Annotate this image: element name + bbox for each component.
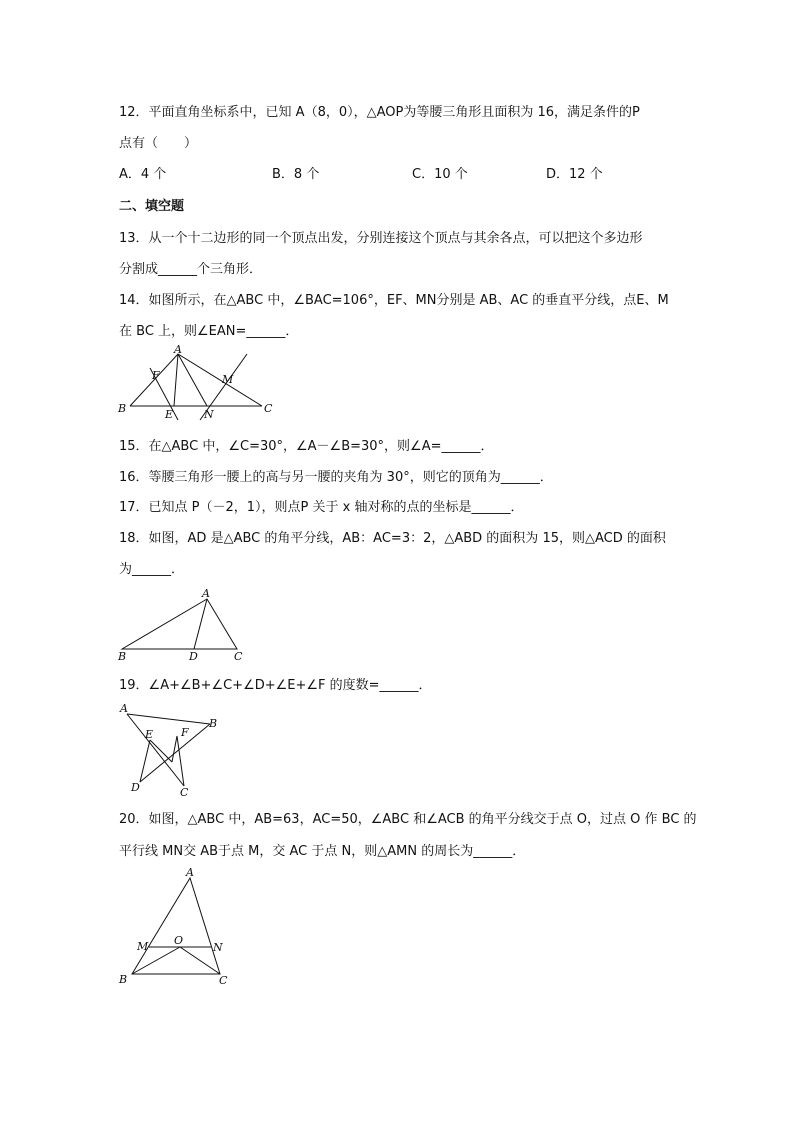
q14-label-c: C: [264, 402, 273, 415]
q20-figure: [112, 866, 242, 991]
q20-label-n: N: [213, 941, 223, 954]
q19-label-b: B: [209, 717, 218, 730]
q19-segment-fx: [172, 736, 177, 762]
q19-figure: [112, 700, 232, 800]
q19-label-e: E: [145, 728, 154, 741]
q12-option-a: A．4 个: [119, 167, 167, 182]
q18-bisector-ad: [194, 599, 207, 649]
q14-segment-an: [178, 354, 207, 406]
q14-label-n: N: [204, 408, 214, 421]
q19-label-c: C: [180, 786, 189, 799]
q20-line1: 20．如图，△ABC 中，AB=63，AC=50，∠ABC 和∠ACB 的角平分线交于点 O，过点 O 作 BC 的: [119, 812, 697, 827]
q14-segment-ae: [174, 354, 178, 406]
q14-triangle-sides: [130, 354, 262, 406]
q20-label-b: B: [119, 973, 128, 986]
q20-triangle-abc: [132, 878, 220, 974]
section-heading: 二、填空题: [119, 199, 185, 214]
q20-label-m: M: [137, 940, 149, 953]
q19-segment-ac: [127, 714, 184, 786]
q20-line2: 平行线 MN交 AB于点 M，交 AC 于点 N，则△AMN 的周长为______．: [119, 844, 526, 859]
q18-figure: [112, 585, 252, 665]
q14-label-f: F: [152, 369, 160, 382]
q20-label-c: C: [219, 974, 228, 987]
q14-label-a: A: [174, 343, 182, 356]
q18-label-a: A: [202, 587, 210, 600]
q19-segment-de: [140, 740, 150, 782]
q12-option-d: D．12 个: [546, 167, 603, 182]
q18-label-d: D: [189, 650, 198, 663]
q20-label-a: A: [186, 866, 194, 879]
q20-label-o: O: [174, 934, 184, 947]
q19-text: 19．∠A+∠B+∠C+∠D+∠E+∠F 的度数=______．: [119, 678, 432, 693]
q19-label-f: F: [181, 726, 189, 739]
q12-line1: 12．平面直角坐标系中，已知 A（8，0），△AOP为等腰三角形且面积为 16，满足条件的P: [119, 105, 640, 120]
q19-segment-ab: [127, 714, 210, 724]
q18-triangle-abc: [122, 599, 237, 649]
q12-option-c: C．10 个: [412, 167, 468, 182]
q12-line2: 点有（ ）: [119, 136, 198, 151]
q18-label-c: C: [234, 650, 243, 663]
q14-label-m: M: [222, 373, 234, 386]
q19-label-d: D: [131, 781, 140, 794]
q15-text: 15．在△ABC 中，∠C=30°，∠A－∠B=30°，则∠A=______．: [119, 439, 494, 454]
q18-label-b: B: [118, 650, 127, 663]
q14-label-b: B: [118, 402, 127, 415]
q13-line1: 13．从一个十二边形的同一个顶点出发，分别连接这个顶点与其余各点，可以把这个多边形: [119, 231, 643, 246]
q18-line2: 为______．: [119, 562, 185, 577]
q19-label-a: A: [120, 702, 128, 715]
q12-option-b: B．8 个: [272, 167, 320, 182]
q18-line1: 18．如图，AD 是△ABC 的角平分线，AB：AC=3：2，△ABD 的面积为 15，则△ACD 的面积: [119, 531, 666, 546]
q17-text: 17．已知点 P（－2，1），则点P 关于 x 轴对称的点的坐标是______．: [119, 500, 524, 515]
q14-line2: 在 BC 上，则∠EAN=______．: [119, 324, 299, 339]
q13-line2: 分割成______个三角形．: [119, 262, 263, 277]
q14-figure: [112, 342, 282, 422]
q14-line1: 14．如图所示，在△ABC 中，∠BAC=106°，EF、MN分别是 AB、AC 的垂直平分线，点E、M: [119, 293, 669, 308]
q16-text: 16．等腰三角形一腰上的高与另一腰的夹角为 30°，则它的顶角为______．: [119, 470, 553, 485]
q14-label-e: E: [165, 408, 174, 421]
q19-segment-ex: [150, 740, 172, 762]
